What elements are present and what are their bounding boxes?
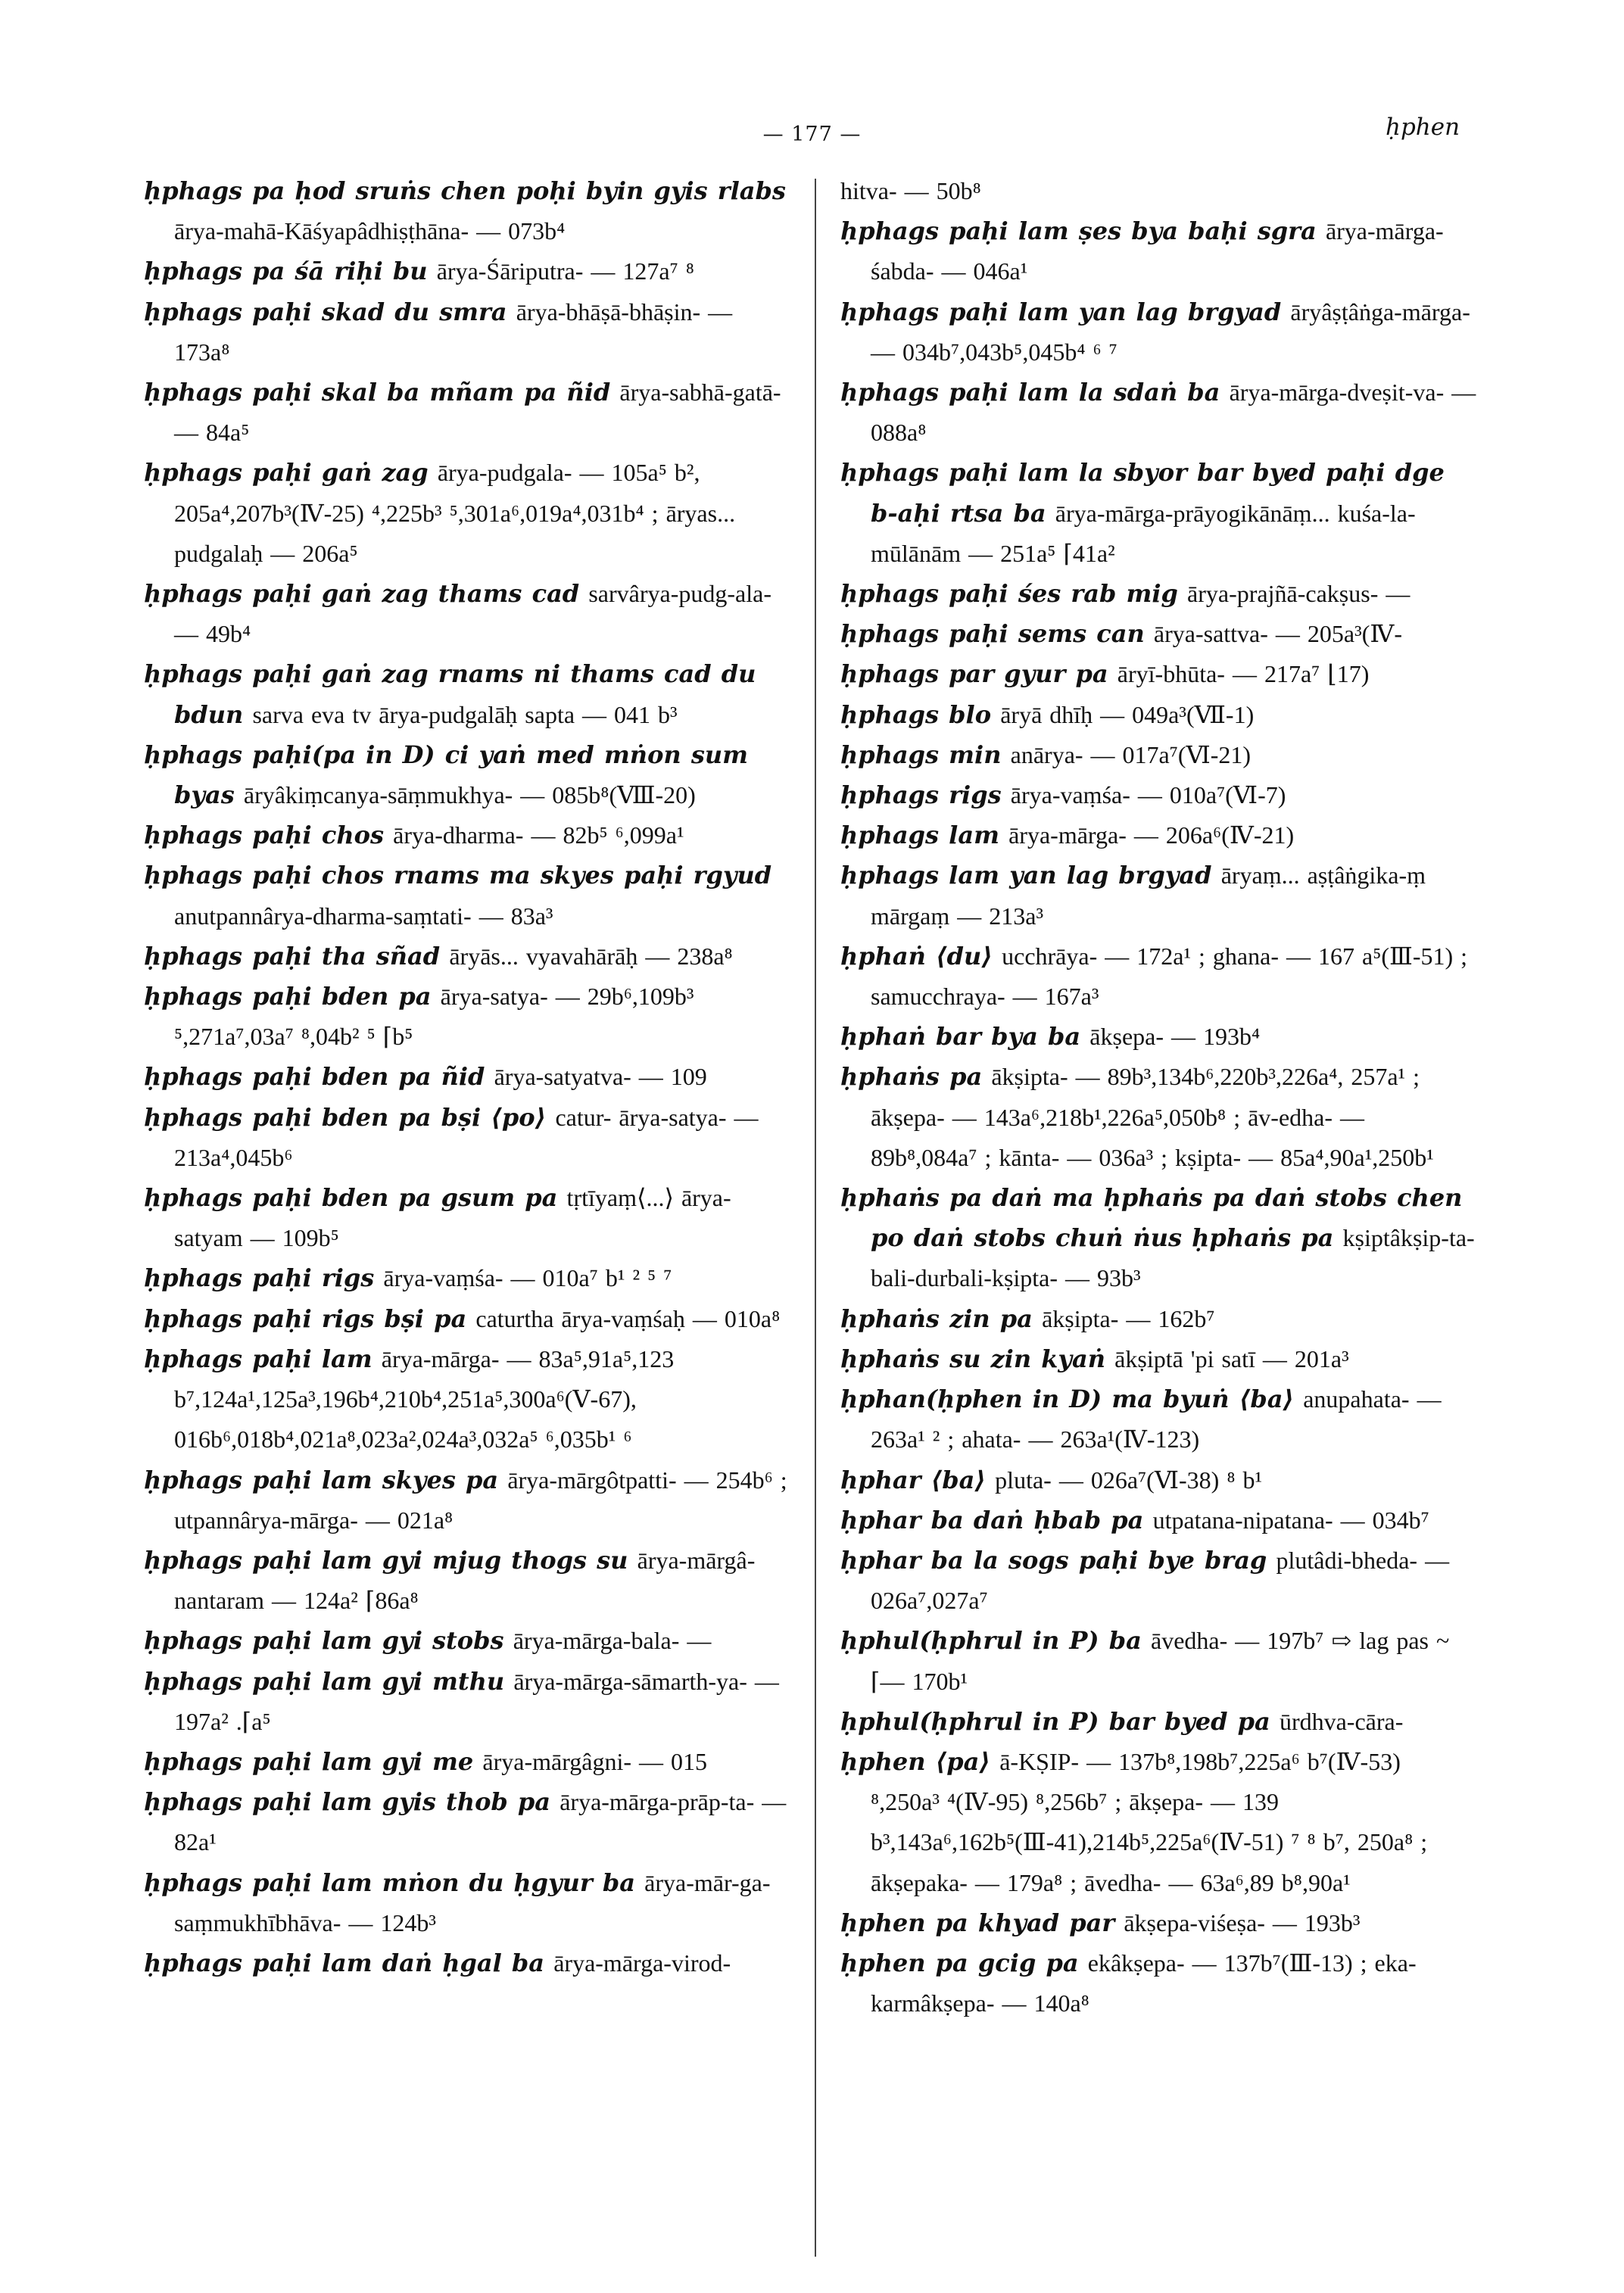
dictionary-entry — [144, 1460, 787, 1541]
entry-definition: ārya-mārgôtpatti- — 254b⁶ ; utpannârya-mārga- — 021a⁸ — [174, 1466, 787, 1534]
dictionary-entry — [840, 292, 1476, 372]
entry-headword: ḥphags paḥi rigs — [144, 1263, 375, 1293]
entry-headword: ḥphags paḥi lam gyis thob pa — [144, 1787, 551, 1817]
entry-headword: ḥphags pa śā riḥi bu — [144, 257, 428, 286]
dictionary-entry — [840, 1541, 1476, 1621]
entry-headword: ḥphags paḥi tha sñad — [144, 941, 441, 970]
dictionary-entry — [840, 1500, 1476, 1541]
entry-headword: ḥphags paḥi(pa in D) ci yaṅ med mṅon sum byas — [144, 740, 748, 810]
column-divider — [815, 179, 816, 2257]
dictionary-entry — [144, 1782, 787, 1862]
entry-definition: caturtha ārya-vaṃśaḥ — 010a⁸ — [475, 1304, 781, 1332]
dictionary-entry — [144, 1339, 787, 1460]
dictionary-entry — [840, 1178, 1476, 1299]
entry-definition: ārya-Śāriputra- — 127a⁷ ⁸ — [436, 257, 694, 285]
entry-headword: ḥphags paḥi lam la sbyor bar byed paḥi dge b-aḥi rtsa ba — [840, 458, 1445, 528]
entry-definition: ekâkṣepa- — 137b⁷(Ⅲ-13) ; eka-karmâkṣepa- — 140a⁸ — [871, 1949, 1417, 2017]
dictionary-entry — [840, 211, 1476, 291]
entry-headword: ḥphags paḥi gaṅ zag rnams ni thams cad du bdun — [144, 659, 756, 729]
entry-definition: ūrdhva-cāra- — [1279, 1707, 1404, 1735]
dictionary-entry — [144, 171, 787, 251]
entry-headword: ḥphen pa gcig pa — [840, 1948, 1079, 1977]
entry-headword: ḥphags paḥi lam yan lag brgyad — [840, 297, 1282, 326]
dictionary-entry — [144, 1541, 787, 1621]
entry-definition: āryâṣṭâṅga-mārga- — 034b⁷,043b⁵,045b⁴ ⁶ ⁷ — [871, 298, 1470, 366]
entry-headword: ḥphaṅ bar bya ba — [840, 1022, 1081, 1051]
dictionary-entry — [840, 1339, 1476, 1379]
dictionary-entry — [144, 372, 787, 453]
dictionary-entry — [144, 574, 787, 654]
dictionary-entry — [144, 1621, 787, 1661]
dictionary-entry — [840, 1299, 1476, 1339]
entry-headword: ḥphags paḥi skad du smra — [144, 297, 507, 326]
dictionary-entry — [840, 171, 1476, 211]
entry-definition: āryaṃ... aṣṭâṅgika-ṃ mārgaṃ — 213a³ — [871, 861, 1426, 930]
left-column — [144, 171, 787, 1983]
entry-headword: ḥphags blo — [840, 699, 992, 729]
dictionary-entry — [144, 1258, 787, 1298]
dictionary-entry — [144, 1098, 787, 1178]
dictionary-entry — [144, 654, 787, 734]
entry-headword: ḥphags lam — [840, 821, 999, 850]
entry-definition: ārya-bhāṣā-bhāṣin- — 173a⁸ — [174, 298, 733, 366]
entry-definition: ārya-mārga-prāyogikānāṃ... kuśa-la-mūlānām — 251a⁵ ⌈41a² — [871, 499, 1416, 567]
entry-headword: ḥphags rigs — [840, 780, 1002, 810]
dictionary-entry — [144, 1299, 787, 1339]
dictionary-entry — [840, 1943, 1476, 2024]
dictionary-entry — [840, 1742, 1476, 1903]
entry-definition: ārya-mārgâ-nantaram — 124a² ⌈86a⁸ — [174, 1546, 756, 1615]
right-column — [840, 171, 1476, 2024]
dictionary-entry — [144, 977, 787, 1057]
entry-headword: ḥphags paḥi lam gyi me — [144, 1746, 474, 1776]
dictionary-entry — [840, 1903, 1476, 1943]
entry-headword: ḥphaṅs zin pa — [840, 1304, 1033, 1333]
dictionary-entry — [840, 695, 1476, 735]
dictionary-entry — [144, 735, 787, 815]
dictionary-entry — [144, 815, 787, 855]
entry-headword: ḥphags paḥi lam — [144, 1344, 372, 1373]
entry-definition: ārya-sattva- — 205a³(Ⅳ- — [1153, 620, 1402, 648]
entry-headword: ḥphags paḥi gaṅ zag thams cad — [144, 579, 580, 609]
entry-headword: ḥphul(ḥphrul in P) ba — [840, 1626, 1142, 1656]
entry-headword: ḥphags paḥi lam mṅon du ḥgyur ba — [144, 1868, 635, 1897]
entry-headword: ḥphags paḥi lam gyi mjug thogs su — [144, 1545, 628, 1575]
entry-definition: anupahata- — 263a¹ ² ; ahata- — 263a¹(Ⅳ-123) — [871, 1385, 1442, 1453]
entry-definition: ākṣepa-viśeṣa- — 193b³ — [1124, 1908, 1361, 1936]
entry-definition: ārya-mārgâgni- — 015 — [482, 1747, 708, 1775]
dictionary-entry — [840, 372, 1476, 453]
entry-definition: āryās... vyavahārāḥ — 238a⁸ — [449, 942, 733, 970]
dictionary-entry — [840, 1621, 1476, 1701]
entry-headword: ḥphags lam yan lag brgyad — [840, 861, 1212, 890]
dictionary-entry — [840, 775, 1476, 815]
entry-headword: ḥphags paḥi sems can — [840, 619, 1145, 649]
entry-definition: ārya-vaṃśa- — 010a⁷ b¹ ² ⁵ ⁷ — [383, 1264, 672, 1292]
dictionary-entry — [144, 936, 787, 977]
entry-definition: plutâdi-bheda- — 026a⁷,027a⁷ — [871, 1546, 1450, 1615]
dictionary-entry — [840, 1379, 1476, 1460]
entry-definition: āryī-bhūta- — 217a⁷ ⌊17) — [1117, 660, 1370, 688]
entry-definition: āvedha- — 197b⁷ ⇨ lag pas ~ ⌈— 170b¹ — [871, 1627, 1450, 1695]
dictionary-entry — [840, 1702, 1476, 1742]
entry-definition: sarva eva tv ārya-pudgalāḥ sapta — 041 b³ — [252, 700, 678, 728]
running-head: ḥphen — [1386, 114, 1460, 141]
dictionary-entry — [144, 292, 787, 372]
dictionary-entry — [144, 1863, 787, 1943]
entry-headword: ḥphaṅs pa daṅ ma ḥphaṅs pa daṅ stobs chen po daṅ stobs chuṅ ṅus ḥphaṅs pa — [840, 1183, 1463, 1253]
entry-definition: ārya-dharma- — 82b⁵ ⁶,099a¹ — [393, 821, 684, 849]
entry-definition: ucchrāya- — 172a¹ ; ghana- — 167 a⁵(Ⅲ-51) ; samucchraya- — 167a³ — [871, 942, 1468, 1011]
entry-definition: ārya-sabhā-gatā- — 84a⁵ — [174, 379, 781, 447]
entry-headword: ḥphags paḥi skal ba mñam pa ñid — [144, 378, 611, 407]
entry-definition: ārya-vaṃśa- — 010a⁷(Ⅵ-7) — [1010, 781, 1286, 809]
dictionary-entry — [840, 1460, 1476, 1500]
entry-definition: āryā dhīḥ — 049a³(Ⅶ-1) — [1000, 700, 1255, 728]
entry-headword: ḥphags pa ḥod sruṅs chen poḥi byin gyis rlabs — [144, 176, 786, 205]
dictionary-entry — [840, 453, 1476, 574]
entry-definition: kṣiptâkṣip-ta-bali-durbali-kṣipta- — 93b³ — [871, 1224, 1475, 1292]
entry-headword: ḥphen ⟨pa⟩ — [840, 1746, 991, 1776]
dictionary-entry — [144, 1662, 787, 1742]
entry-headword: ḥphags paḥi bden pa bṣi ⟨po⟩ — [144, 1102, 547, 1132]
entry-headword: ḥphags paḥi śes rab mig — [840, 579, 1178, 609]
dictionary-entry — [840, 855, 1476, 936]
dictionary-entry — [840, 1057, 1476, 1178]
dictionary-entry — [144, 855, 787, 936]
entry-definition: sarvârya-pudg-ala- — 49b⁴ — [174, 580, 771, 648]
entry-definition: ārya-mārga-dveṣit-va- — 088a⁸ — [871, 379, 1476, 447]
entry-definition: ārya-mārga-virod- — [553, 1949, 731, 1977]
entry-headword: ḥphags paḥi bden pa gsum pa — [144, 1183, 558, 1213]
entry-headword: ḥphar ⟨ba⟩ — [840, 1465, 986, 1494]
entry-definition: ā-KṢIP- — 137b⁸,198b⁷,225a⁶ b⁷(Ⅳ-53) ⁸,250a³ ⁴(Ⅳ-95) ⁸,256b⁷ ; ākṣepa- — 139 b³,143a⁶,162b⁵(Ⅲ-41),214b⁵,225a⁶(Ⅳ-51) ⁷ ⁸ b⁷, 250a⁸ ; ākṣepaka- — 179a⁸ ; āvedha- — 63a⁶,89 b⁸,90a¹ — [871, 1747, 1428, 1896]
dictionary-entry — [840, 815, 1476, 855]
entry-definition: ārya-satya- — 29b⁶,109b³ ⁵,271a⁷,03a⁷ ⁸,04b² ⁵ ⌈b⁵ — [174, 983, 694, 1051]
entry-definition: ārya-mahā-Kāśyapâdhiṣṭhāna- — 073b⁴ — [174, 217, 566, 245]
entry-headword: ḥphags paḥi chos — [144, 821, 384, 850]
entry-definition: ākṣipta- — 162b⁷ — [1042, 1304, 1215, 1332]
dictionary-entry — [144, 1943, 787, 1983]
entry-definition: ākṣiptā 'pi satī — 201a³ — [1114, 1344, 1349, 1372]
dictionary-entry — [144, 1178, 787, 1258]
entry-definition: āryâkiṃcanya-sāṃmukhya- — 085b⁸(Ⅷ-20) — [243, 781, 696, 809]
entry-headword: ḥphags paḥi gaṅ zag — [144, 458, 429, 488]
entry-headword: ḥphags paḥi chos rnams ma skyes paḥi rgyud — [144, 861, 772, 890]
dictionary-entry — [840, 1017, 1476, 1057]
entry-headword: ḥphags paḥi bden pa ñid — [144, 1062, 485, 1092]
entry-headword: ḥphul(ḥphrul in P) bar byed pa — [840, 1706, 1270, 1736]
dictionary-entry — [840, 735, 1476, 775]
entry-definition: ārya-mārga-śabda- — 046a¹ — [871, 217, 1444, 285]
entry-headword: ḥphags par gyur pa — [840, 659, 1108, 689]
entry-definition: ārya-mārga- — 83a⁵,91a⁵,123 b⁷,124a¹,125a³,196b⁴,210b⁴,251a⁵,300a⁶(Ⅴ-67), 016b⁶,018b⁴,021a⁸,023a²,024a³,032a⁵ ⁶,035b¹ ⁶ — [174, 1344, 675, 1453]
entry-headword: ḥphar ba la sogs paḥi bye brag — [840, 1545, 1267, 1575]
dictionary-entry — [144, 453, 787, 574]
entry-headword: ḥphags paḥi lam skyes pa — [144, 1465, 499, 1494]
entry-headword: ḥphaṅ ⟨du⟩ — [840, 941, 993, 970]
entry-definition: utpatana-nipatana- — 034b⁷ — [1152, 1506, 1429, 1534]
entry-definition: hitva- — 50b⁸ — [840, 177, 981, 204]
entry-headword: ḥphags min — [840, 740, 1002, 769]
dictionary-entry — [144, 1742, 787, 1782]
dictionary-entry — [144, 1057, 787, 1097]
dictionary-entry — [840, 574, 1476, 614]
entry-headword: ḥphags paḥi lam ṣes bya baḥi sgra — [840, 217, 1317, 246]
entry-definition: ārya-mārga-prāp-ta- — 82a¹ — [174, 1788, 787, 1856]
entry-definition: ārya-mārga-bala- — — [513, 1627, 712, 1655]
entry-definition: ārya-satyatva- — 109 — [494, 1063, 707, 1091]
entry-headword: ḥphags paḥi lam gyi stobs — [144, 1626, 504, 1656]
entry-headword: ḥphags paḥi lam gyi mthu — [144, 1666, 505, 1696]
entry-definition: ārya-mār-ga-saṃmukhībhāva- — 124b³ — [174, 1868, 771, 1936]
page-number: — 177 — — [762, 123, 862, 146]
entry-definition: tṛtīyaṃ⟨...⟩ ārya-satyam — 109b⁵ — [174, 1184, 731, 1252]
dictionary-entry — [840, 936, 1476, 1017]
entry-definition: ārya-prajñā-cakṣus- — — [1187, 580, 1410, 608]
entry-headword: ḥphags paḥi bden pa — [144, 982, 432, 1011]
entry-definition: ākṣipta- — 89b³,134b⁶,220b³,226a⁴, 257a¹ ; ākṣepa- — 143a⁶,218b¹,226a⁵,050b⁸ ; āv-edha- — 89b⁸,084a⁷ ; kānta- — 036a³ ; kṣipta- — 85a⁴,90a¹,250b¹ — [871, 1063, 1434, 1171]
entry-definition: catur- ārya-satya- — 213a⁴,045b⁶ — [174, 1103, 759, 1171]
entry-headword: ḥphags paḥi lam daṅ ḥgal ba — [144, 1948, 545, 1977]
entry-headword: ḥphaṅs pa — [840, 1062, 983, 1092]
entry-headword: ḥphags paḥi lam la sdaṅ ba — [840, 378, 1220, 407]
entry-definition: ārya-mārga-sāmarth-ya- — 197a² .⌈a⁵ — [174, 1667, 779, 1735]
dictionary-entry — [144, 251, 787, 291]
dictionary-entry — [840, 654, 1476, 694]
entry-definition: anutpannârya-dharma-saṃtati- — 83a³ — [174, 902, 553, 930]
entry-headword: ḥphen pa khyad par — [840, 1908, 1115, 1937]
entry-headword: ḥphaṅs su zin kyaṅ — [840, 1344, 1105, 1373]
entry-headword: ḥphan(ḥphen in D) ma byuṅ ⟨ba⟩ — [840, 1385, 1295, 1414]
entry-definition: ārya-pudgala- — 105a⁵ b², 205a⁴,207b³(Ⅳ-25) ⁴,225b³ ⁵,301a⁶,019a⁴,031b⁴ ; āryas... pudgalaḥ — 206a⁵ — [174, 459, 736, 567]
entry-definition: anārya- — 017a⁷(Ⅵ-21) — [1010, 740, 1252, 768]
dictionary-entry — [840, 614, 1476, 654]
entry-definition: ārya-mārga- — 206a⁶(Ⅳ-21) — [1008, 821, 1295, 849]
entry-definition: pluta- — 026a⁷(Ⅵ-38) ⁸ b¹ — [995, 1466, 1263, 1494]
entry-headword: ḥphar ba daṅ ḥbab pa — [840, 1505, 1144, 1534]
entry-definition: ākṣepa- — 193b⁴ — [1089, 1023, 1261, 1051]
entry-headword: ḥphags paḥi rigs bṣi pa — [144, 1304, 467, 1333]
